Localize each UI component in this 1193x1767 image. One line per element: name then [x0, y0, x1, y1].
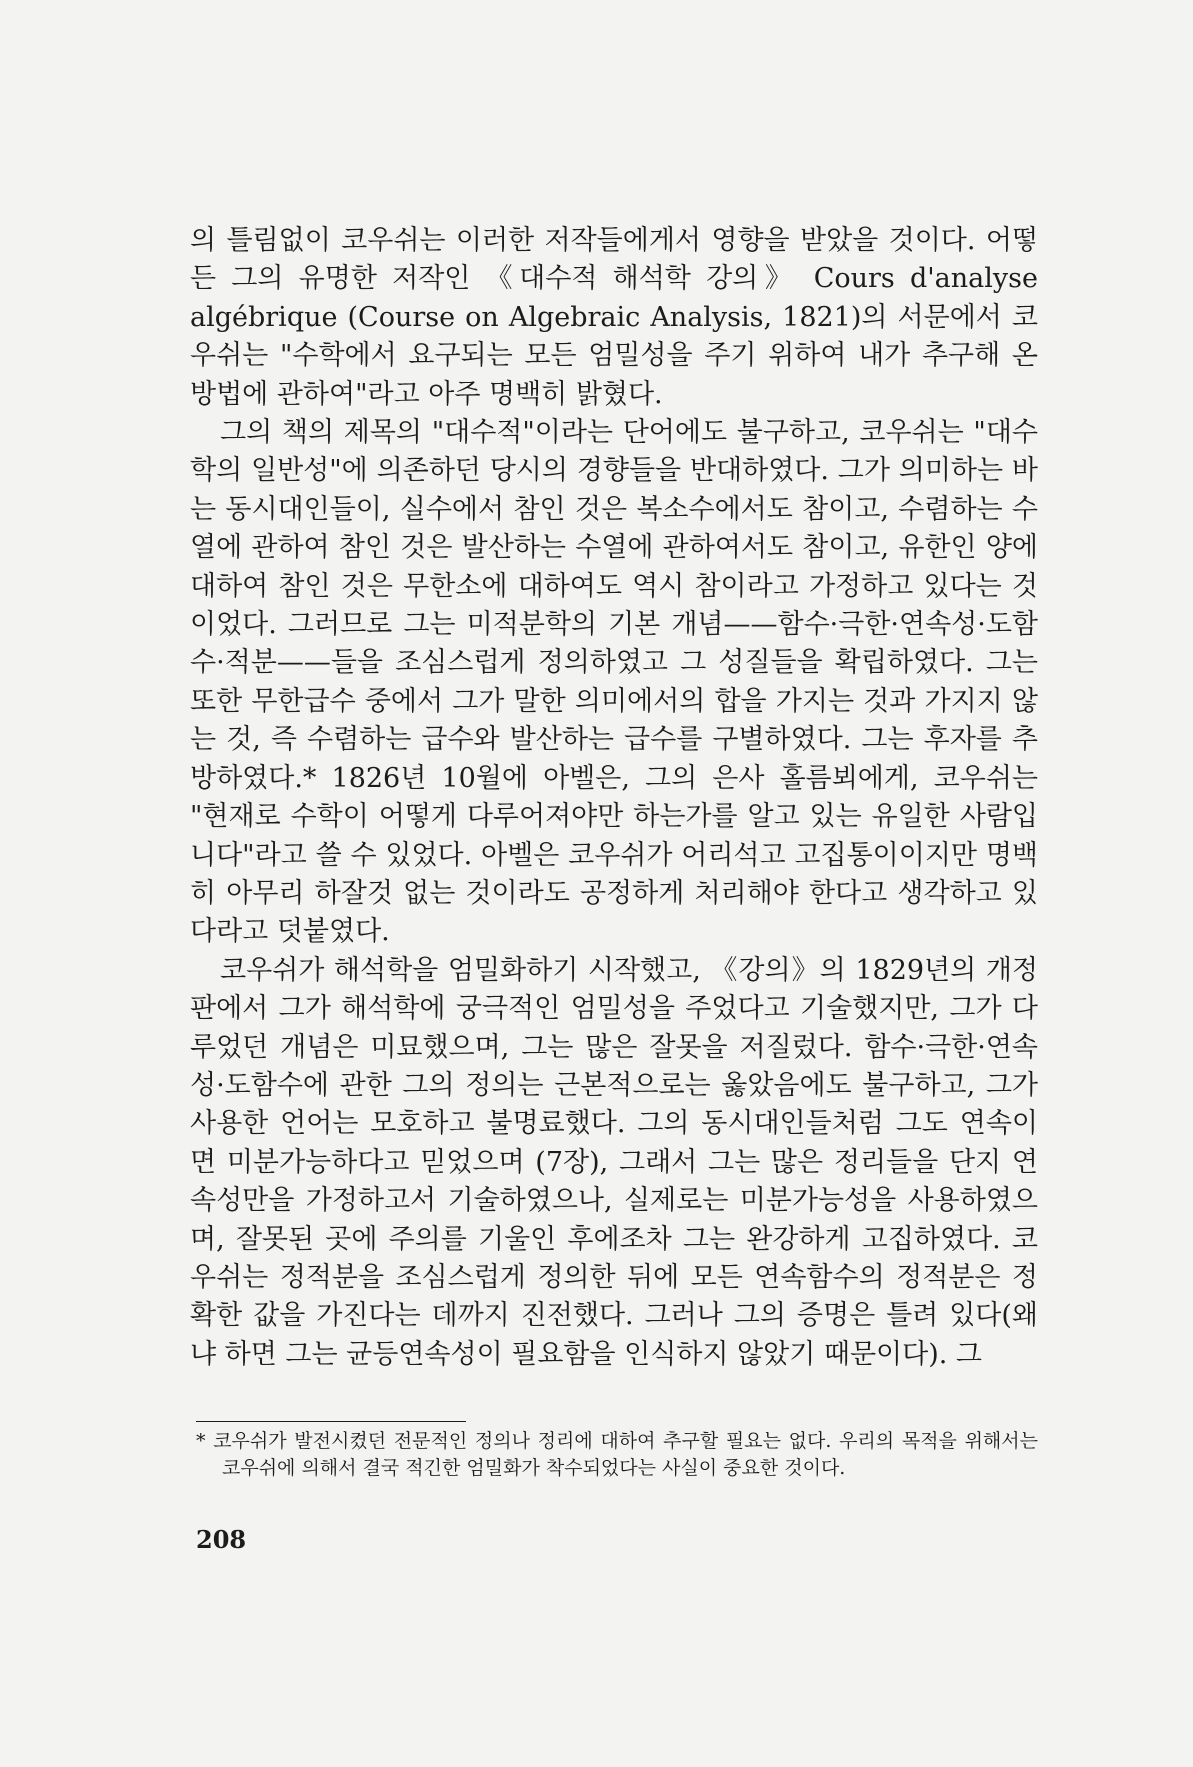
footnote-text: * 코우쉬가 발전시켰던 전문적인 정의나 정리에 대하여 추구할 필요는 없다. 우리의 목적을 위해서는 코우쉬에 의해서 결국 적긴한 엄밀화가 착수되었다는 사실이 중요한 것이다.: [196, 1430, 1038, 1479]
paragraph-3: 코우쉬가 해석학을 엄밀화하기 시작했고, 《강의》의 1829년의 개정판에서 그가 해석학에 궁극적인 엄밀성을 주었다고 기술했지만, 그가 다루었던 개념은 미묘했으며, 그는 많은 잘못을 저질렀다. 함수·극한·연속성·도함수에 관한 그의 정의는 근본적으로는 옳았음에도 불구하고, 그가 사용한 언어는 모호하고 불명료했다. 그의 동시대인들처럼 그도 연속이면 미분가능하다고 믿었으며 (7장), 그래서 그는 많은 정리들을 단지 연속성만을 가정하고서 기술하였으나, 실제로는 미분가능성을 사용하였으며, 잘못된 곳에 주의를 기울인 후에조차 그는 완강하게 고집하였다. 코우쉬는 정적분을 조심스럽게 정의한 뒤에 모든 연속함수의 정적분은 정확한 값을 가진다는 데까지 진전했다. 그러나 그의 증명은 틀려 있다(왜냐 하면 그는 균등연속성이 필요함을 인식하지 않았기 때문이다). 그: [190, 954, 1038, 1370]
footnote: [196, 1428, 1038, 1482]
page-number: 208: [196, 1525, 247, 1554]
paragraph-2: 그의 책의 제목의 "대수적"이라는 단어에도 불구하고, 코우쉬는 "대수학의 일반성"에 의존하던 당시의 경향들을 반대하였다. 그가 의미하는 바는 동시대인들이, 실수에서 참인 것은 복소수에서도 참이고, 수렴하는 수열에 관하여 참인 것은 발산하는 수열에 관하여서도 참이고, 유한인 양에 대하여 참인 것은 무한소에 대하여도 역시 참이라고 가정하고 있다는 것이었다. 그러므로 그는 미적분학의 기본 개념——함수·극한·연속성·도함수·적분——들을 조심스럽게 정의하였고 그 성질들을 확립하였다. 그는 또한 무한급수 중에서 그가 말한 의미에서의 합을 가지는 것과 가지지 않는 것, 즉 수렴하는 급수와 발산하는 급수를 구별하였다. 그는 후자를 추방하였다.* 1826년 10월에 아벨은, 그의 은사 홀름뵈에게, 코우쉬는 "현재로 수학이 어떻게 다루어져야만 하는가를 알고 있는 유일한 사람입니다"라고 쓸 수 있었다. 아벨은 코우쉬가 어리석고 고집통이이지만 명백히 아무리 하잘것 없는 것이라도 공정하게 처리해야 한다고 생각하고 있다라고 덧붙였다.: [190, 417, 1038, 948]
paragraph-1: 의 틀림없이 코우쉬는 이러한 저작들에게서 영향을 받았을 것이다. 어떻든 그의 유명한 저작인 《대수적 해석학 강의》 Cours d'analyse algébrique (Course on Algebraic Analysis, 1821)의 서문에서 코우쉬는 "수학에서 요구되는 모든 엄밀성을 주기 위하여 내가 추구해 온 방법에 관하여"라고 아주 명백히 밝혔다.: [190, 225, 1038, 410]
body-text: [190, 222, 1038, 1374]
footnote-divider: [196, 1421, 466, 1422]
